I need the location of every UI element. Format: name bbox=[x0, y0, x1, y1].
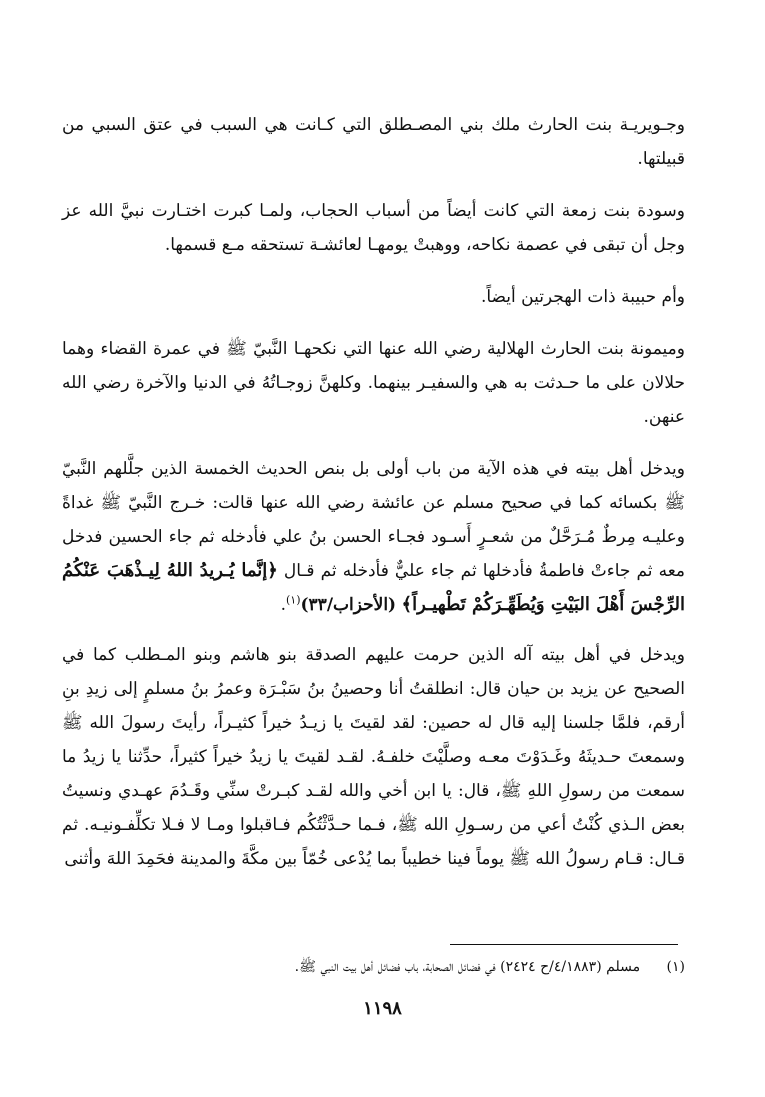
main-text bbox=[62, 108, 685, 894]
paragraph-ahl-al-bayt: ويدخل أهل بيته في هذه الآية من باب أولى بل بنص الحديث الخمسة الذين جلَّلهم النَّبيّ ﷺ بكسائه كما في صحيح مسلم عن عائشة رضي الله عنها قالت: خـرج النَّبيّ ﷺ غداةً وعليـه مِرطٌ مُـرَحَّلٌ من شعـرٍ أَسـود فجـاء الحسن بنُ علي فأدخله ثم جاء الحسين فدخل معه ثم جاءتْ فاطمةُ فأدخلها ثم جاء عليٌّ فأدخله ثم قـال ﴿إنَّما يُـريدُ اللهُ لِيـذْهَبَ عَنْكُمُ الرِّجْسَ أَهْلَ البَيْتِ وَيُطَهِّـرَكُمْ تَطْهيـراً﴾ (الأحزاب/٣٣)$^{(١)}$. bbox=[62, 459, 685, 615]
paragraph-ahl-al-bayt-text: ويدخل أهل بيته في هذه الآية من باب أولى بل بنص الحديث الخمسة الذين جلَّلهم النَّبيّ ﷺ بكسائه كما في صحيح مسلم عن عائشة رضي الله عنها قالت: خـرج النَّبيّ ﷺ غداةً وعليـه مِرطٌ مُـرَحَّلٌ من شعـرٍ أَسـود فجـاء الحسن بنُ علي فأدخله ثم جاء الحسين فدخل معه ثم جاءتْ فاطمةُ فأدخلها ثم جاء عليٌّ فأدخله ثم قـال bbox=[62, 459, 685, 581]
paragraph-zayd-hadith: ويدخل في أهل بيته آله الذين حرمت عليهم الصدقة بنو هاشم وبنو المـطلب كما في الصحيح عن يزيد بن حيان قال: انطلقتُ أنا وحصينُ بنُ سَبْـرَة وعمرُ بنُ مسلمٍ إلى زيدِ بنِ أرقم، فلمَّا جلسنا إليه قال له حصين: لقد لقيتَ يا زيـدُ خيراً كثيـراً، رأيتَ رسولَ الله ﷺ وسمعتَ حـديثَهُ وغَـدَوْتَ معـه وصلَّيْتَ خلفـهُ. لقـد لقيتَ يا زيدُ خيراً كثيراً، حدِّثنا يا زيدُ ما سمعت من رسولِ اللهِ ﷺ، قال: يا ابن أخي والله لقـد كبـرتْ سنِّي وقَـدُمَ عهـدي ونسيتُ بعض الـذي كُنْتُ أعي من رسـولِ الله ﷺ، فـما حـدَّثْتُكُم فـاقبلوا ومـا لا فـلا تكلِّفـونيـه. ثم قـال: قـام رسولُ الله ﷺ يوماً فينا خطيباً بما يُدْعى خُمّاً بين مكَّةَ والمدينة فحَمِدَ اللهَ وأثنى bbox=[62, 645, 685, 869]
paragraph-juwayriya: وجـويريـة بنت الحارث ملك بني المصـطلق التي كـانت هي السبب في عتق السبي من قبيلتها. bbox=[62, 115, 685, 169]
footnote-divider bbox=[450, 944, 678, 945]
footnote-marker: (١) bbox=[285, 593, 301, 607]
footnote-number: (١) bbox=[666, 959, 685, 975]
verse-reference: (الأحزاب/٣٣) bbox=[300, 595, 397, 615]
footnote bbox=[62, 956, 685, 978]
paragraph-umm-habiba: وأم حبيبة ذات الهجرتين أيضاً. bbox=[480, 287, 685, 307]
paragraph-sawda: وسودة بنت زمعة التي كانت أيضاً من أسباب الحجاب، ولمـا كبرت اختـارت نبيَّ الله عز وجل أن تبقى في عصمة نكاحه، ووهبتْ يومهـا لعائشـة تستحقه مـع قسمها. bbox=[62, 201, 685, 255]
paragraph-maymuna: وميمونة بنت الحارث الهلالية رضي الله عنها التي نكحهـا النَّبيّ ﷺ في عمرة القضاء وهما حلالان على ما حـدثت به هي والسفيـر بينهما. وكلهنَّ زوجـاتُهُ في الدنيا والآخرة رضي الله عنهن. bbox=[62, 339, 685, 427]
footnote-text: مسلم (٤/١٨٨٣/ح ٢٤٢٤) في فضائل الصحابة، باب فضائل أهل بيت النبي ﷺ. bbox=[294, 959, 641, 975]
page-number: ١١٩٨ bbox=[363, 998, 402, 1019]
quran-verse: ﴿إنَّما يُـريدُ اللهُ لِيـذْهَبَ عَنْكُمُ الرِّجْسَ أَهْلَ البَيْتِ وَيُطَهِّـرَكُمْ تَطْهيـراً﴾ bbox=[62, 560, 685, 615]
